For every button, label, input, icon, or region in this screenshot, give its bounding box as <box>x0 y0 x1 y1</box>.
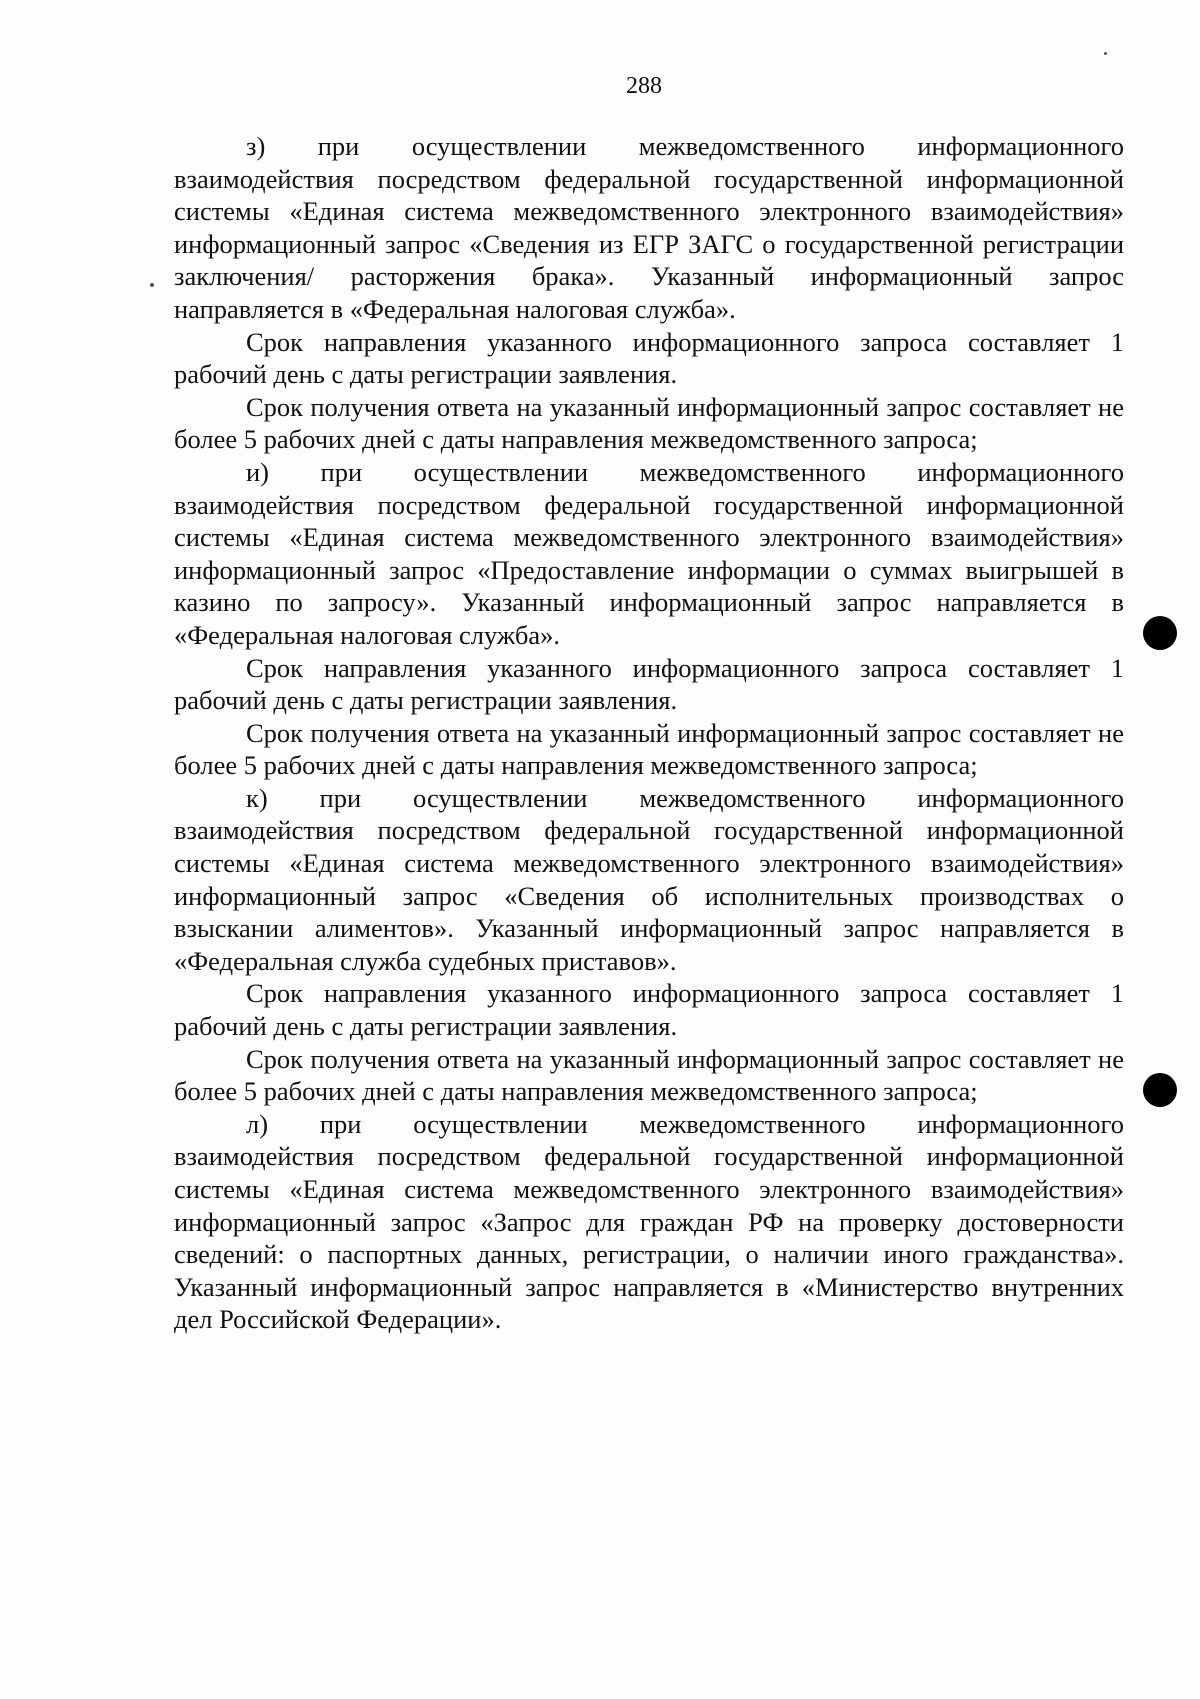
page-number: 288 <box>626 73 662 99</box>
paragraph-z-send-term: Срок направления указанного информационного запроса составляет 1 рабочий день с даты регистрации заявления. <box>174 326 1124 390</box>
paragraph-k-response-term: Срок получения ответа на указанный информационный запрос составляет не более 5 рабочих дней с даты направления межведомственного запроса; <box>174 1043 1124 1107</box>
paragraph-k-send-term: Срок направления указанного информационного запроса составляет 1 рабочий день с даты регистрации заявления. <box>174 978 1124 1042</box>
scan-speck <box>150 283 154 287</box>
scan-speck <box>1104 52 1107 55</box>
paragraph-i-response-term: Срок получения ответа на указанный информационный запрос составляет не более 5 рабочих дней с даты направления межведомственного запроса; <box>174 717 1124 781</box>
paragraph-z-response-term: Срок получения ответа на указанный информационный запрос составляет не более 5 рабочих дней с даты направления межведомственного запроса; <box>174 391 1124 455</box>
paragraph-z-intro: з) при осуществлении межведомственного информационного взаимодействия посредством федеральной государственной информационной системы «Единая система межведомственного электронного взаимодействия» информационный запрос «Сведения из ЕГР ЗАГС о государственной регистрации заключения/ расторжения брака». Указанный информационный запрос направляется в «Федеральная налоговая служба». <box>174 131 1124 324</box>
punch-hole-mark <box>1143 1073 1177 1107</box>
paragraph-i-send-term: Срок направления указанного информационного запроса составляет 1 рабочий день с даты регистрации заявления. <box>174 652 1124 716</box>
paragraph-k-intro: к) при осуществлении межведомственного информационного взаимодействия посредством федеральной государственной информационной системы «Единая система межведомственного электронного взаимодействия» информационный запрос «Сведения об исполнительных производствах о взыскании алиментов». Указанный информационный запрос направляется в «Федеральная служба судебных приставов». <box>174 782 1124 976</box>
punch-hole-mark <box>1143 616 1177 650</box>
paragraph-i-intro: и) при осуществлении межведомственного информационного взаимодействия посредством федеральной государственной информационной системы «Единая система межведомственного электронного взаимодействия» информационный запрос «Предоставление информации о суммах выигрышей в казино по запросу». Указанный информационный запрос направляется в «Федеральная налоговая служба». <box>174 456 1124 650</box>
document-body <box>174 130 1124 1336</box>
paragraph-l-intro: л) при осуществлении межведомственного информационного взаимодействия посредством федеральной государственной информационной системы «Единая система межведомственного электронного взаимодействия» информационный запрос «Запрос для граждан РФ на проверку достоверности сведений: о паспортных данных, регистрации, о наличии иного гражданства». Указанный информационный запрос направляется в «Министерство внутренних дел Российской Федерации». <box>174 1108 1124 1335</box>
